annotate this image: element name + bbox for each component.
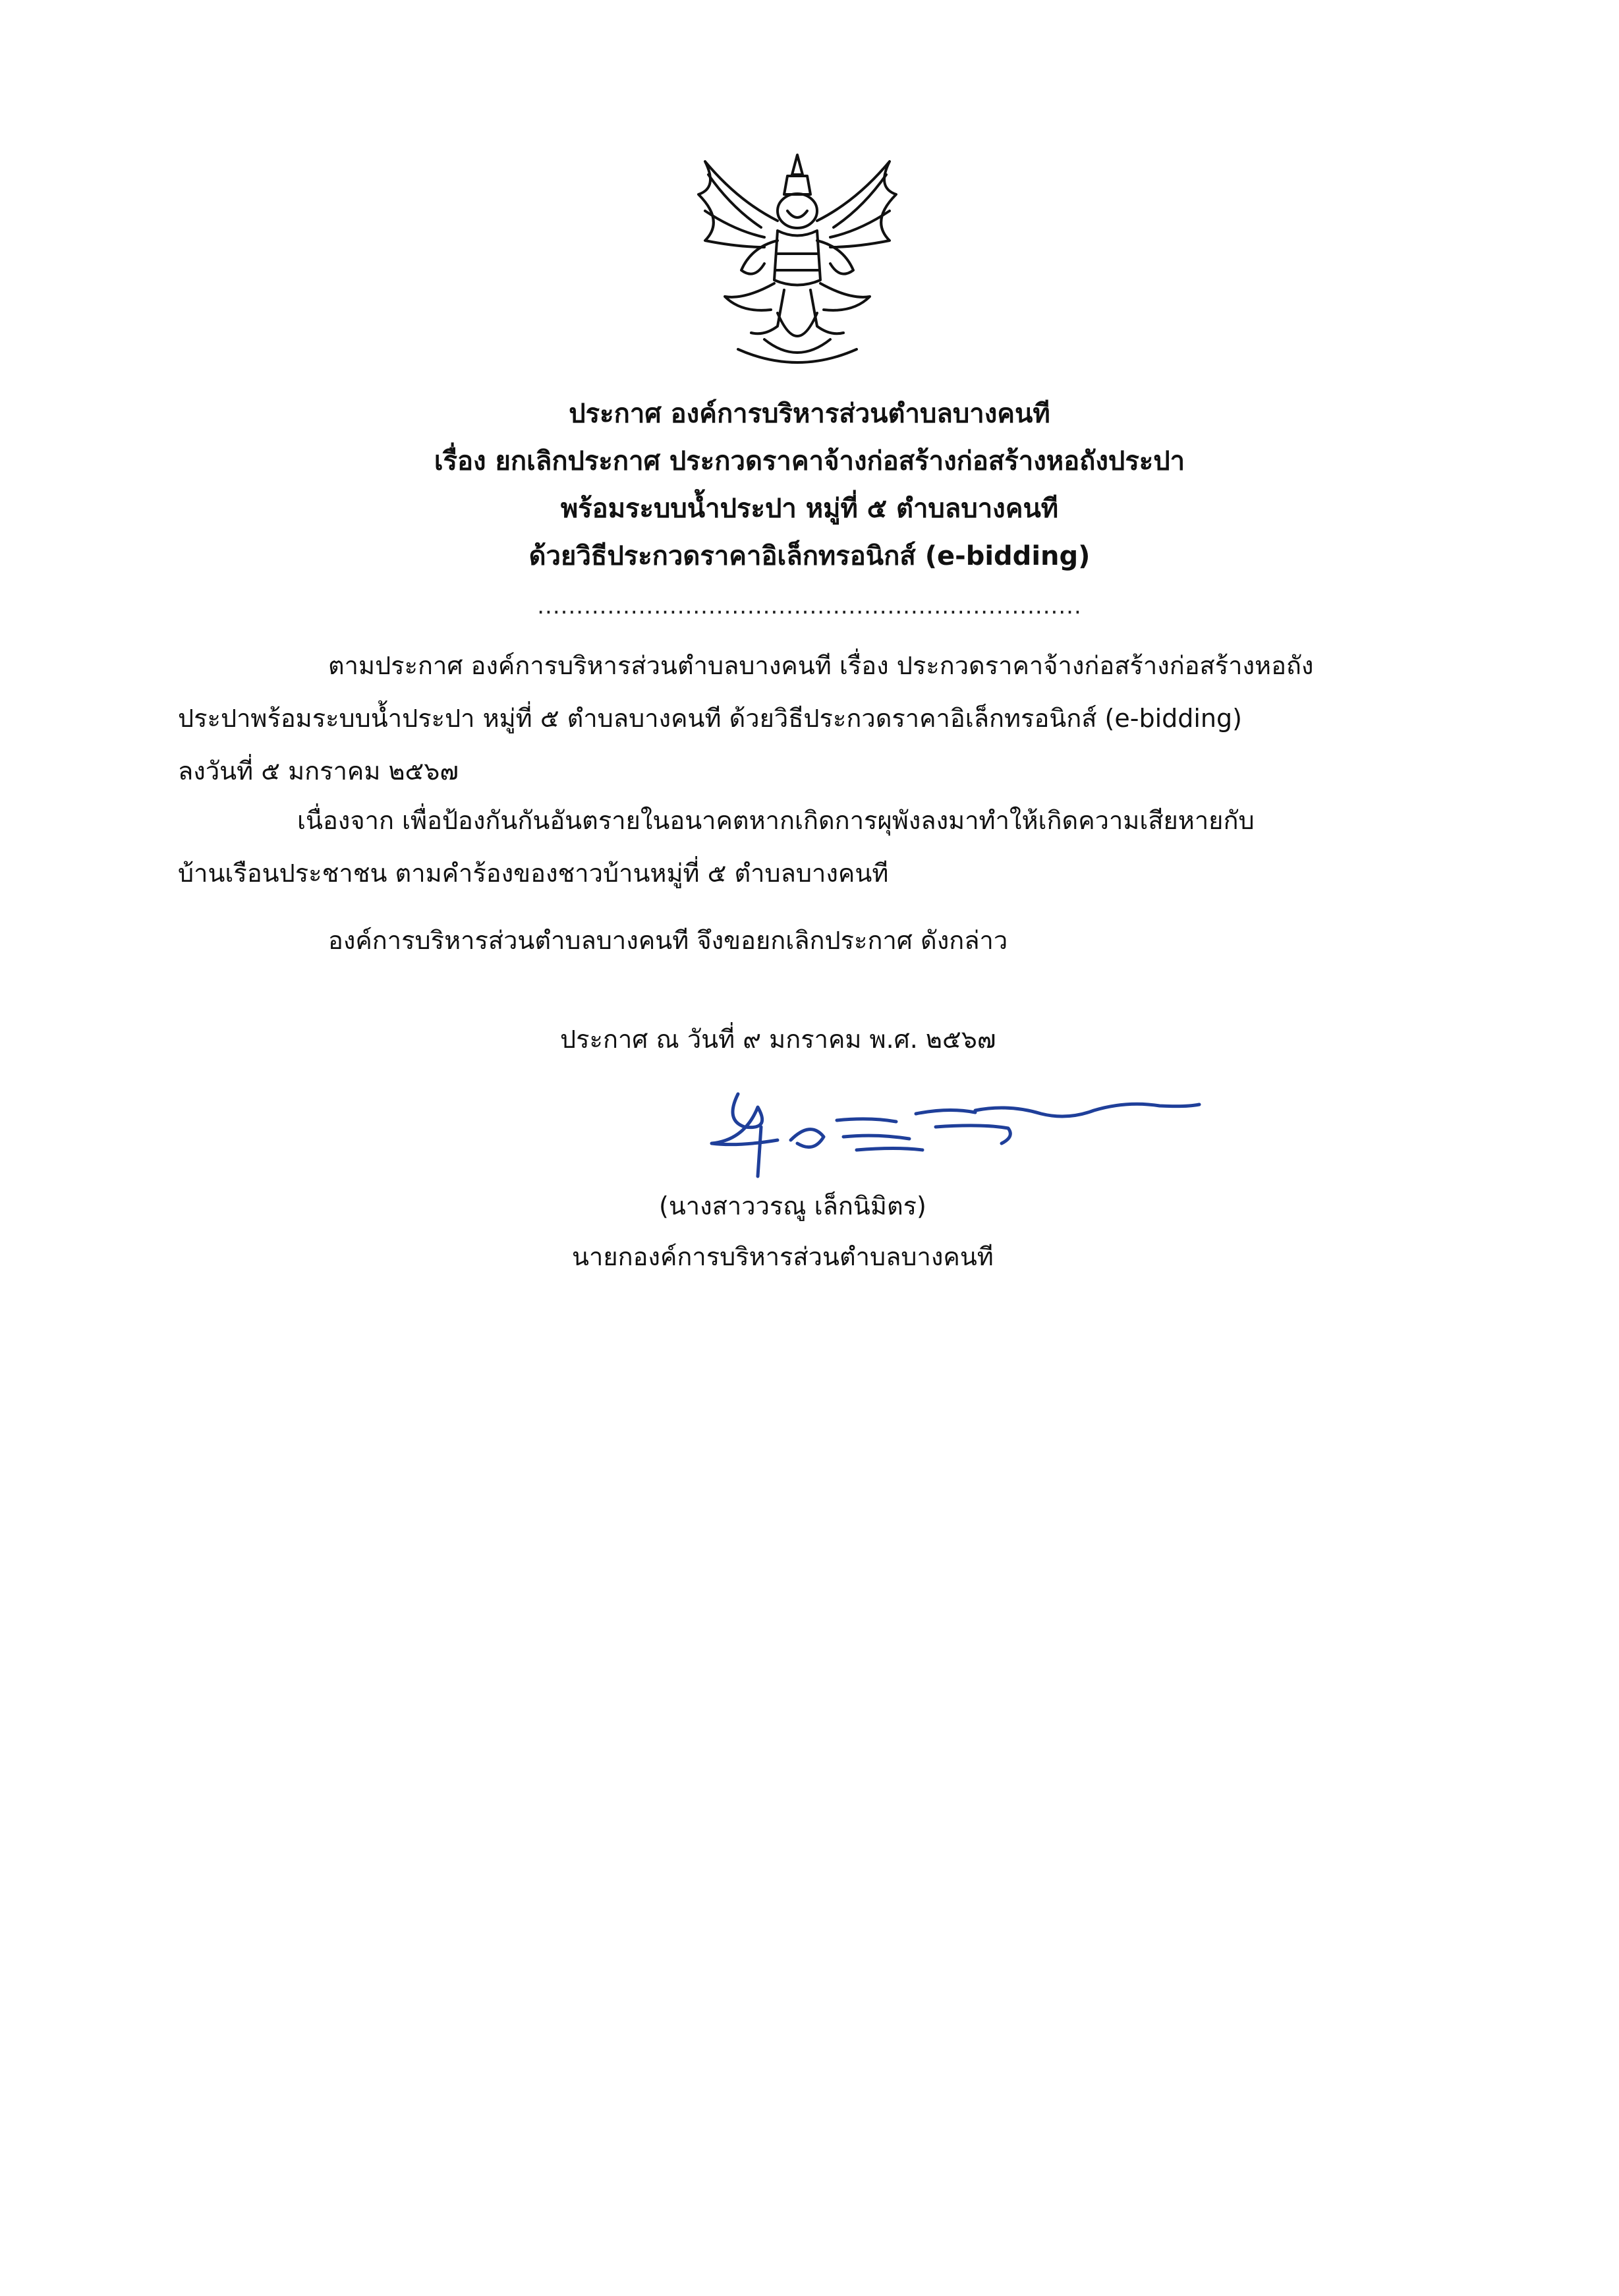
paragraph-1-line-1: ตามประกาศ องค์การบริหารส่วนตำบลบางคนที เรื่อง ประกวดราคาจ้างก่อสร้างก่อสร้างหอถัง: [328, 651, 1314, 680]
paragraph-1-line-2: ประปาพร้อมระบบน้ำประปา หมู่ที่ ๕ ตำบลบางคนที ด้วยวิธีประกวดราคาอิเล็กทรอนิกส์ (e-bidding): [178, 704, 1242, 733]
announcement-title: ประกาศ องค์การบริหารส่วนตำบลบางคนที: [569, 399, 1050, 429]
signer-title: นายกองค์การบริหารส่วนตำบลบางคนที: [572, 1242, 994, 1271]
announcement-subject-cont: พร้อมระบบน้ำประปา หมู่ที่ ๕ ตำบลบางคนที: [560, 494, 1059, 524]
signer-name: (นางสาววรณู เล็กนิมิตร): [659, 1191, 926, 1220]
paragraph-1-line-3: ลงวันที่ ๕ มกราคม ๒๕๖๗: [178, 757, 459, 786]
paragraph-2-line-2: บ้านเรือนประชาชน ตามคำร้องของชาวบ้านหมู่ที่ ๕ ตำบลบางคนที: [178, 859, 889, 888]
paragraph-3-line-1: องค์การบริหารส่วนตำบลบางคนที จึงขอยกเลิกประกาศ ดังกล่าว: [328, 926, 1008, 955]
separator-line: ......................................................................: [537, 593, 1082, 619]
garuda-emblem-icon: [679, 148, 916, 372]
announcement-date: ประกาศ ณ วันที่ ๙ มกราคม พ.ศ. ๒๕๖๗: [560, 1025, 996, 1054]
announcement-method: ด้วยวิธีประกวดราคาอิเล็กทรอนิกส์ (e-bidding): [528, 541, 1091, 571]
handwritten-signature-icon: [698, 1081, 1212, 1180]
paragraph-2-line-1: เนื่องจาก เพื่อป้องกันกันอันตรายในอนาคตหากเกิดการผุพังลงมาทำให้เกิดความเสียหายกับ: [297, 806, 1255, 835]
announcement-subject: เรื่อง ยกเลิกประกาศ ประกวดราคาจ้างก่อสร้างก่อสร้างหอถังประปา: [434, 446, 1185, 476]
